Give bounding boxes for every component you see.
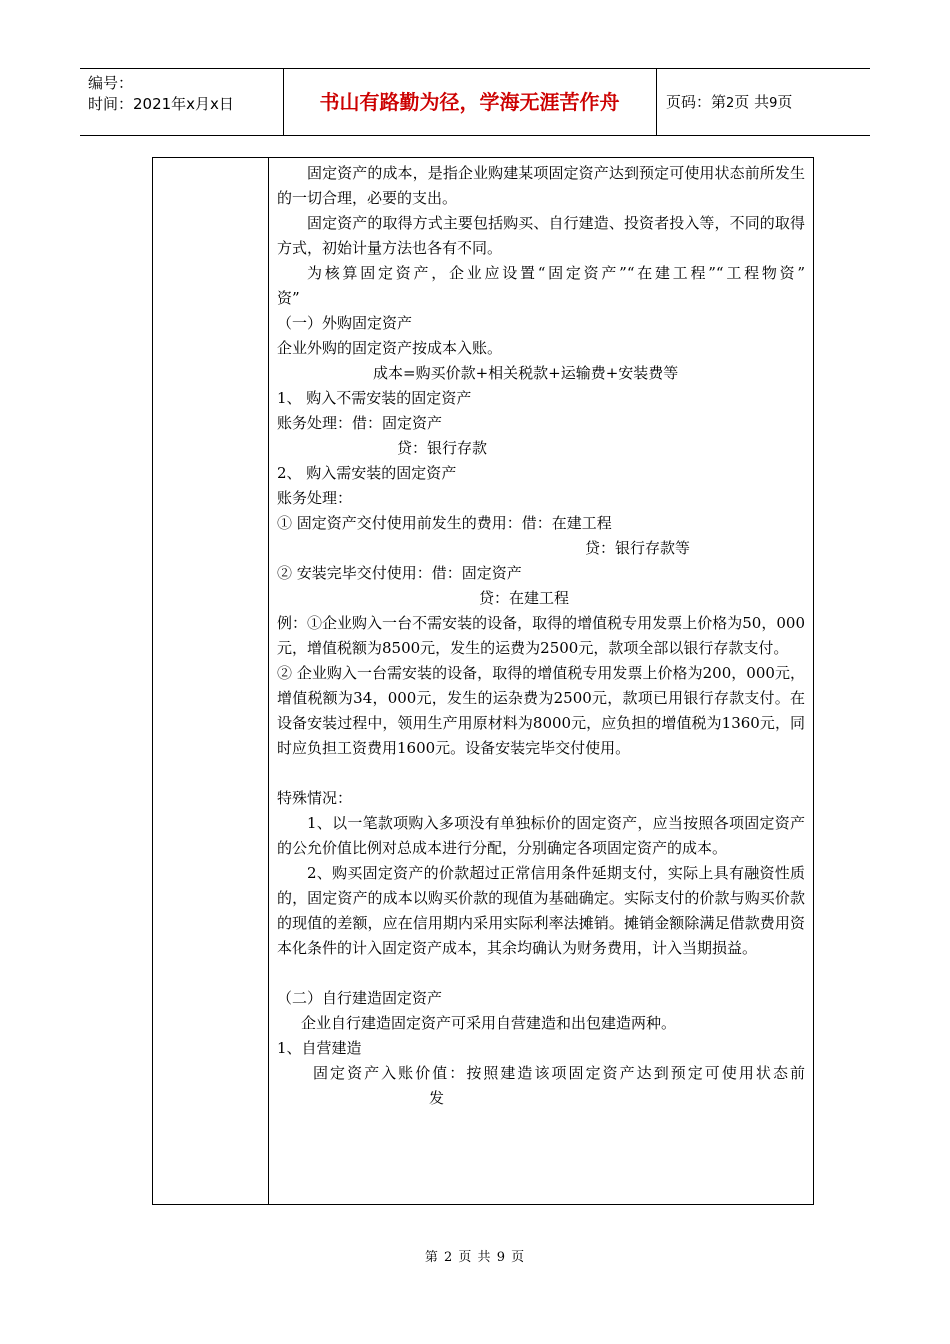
self-built-item-1: 1、自营建造 bbox=[277, 1039, 362, 1057]
header-motto: 书山有路勤为径，学海无涯苦作舟 bbox=[319, 90, 620, 114]
item-no-install-debit: 账务处理：借：固定资产 bbox=[277, 414, 443, 432]
page-header bbox=[80, 68, 870, 136]
header-divider-right bbox=[656, 69, 657, 135]
item-no-install-title: 1、 购入不需安装的固定资产 bbox=[277, 389, 472, 407]
special-case-2: 2、购买固定资产的价款超过正常信用条件延期支付，实际上具有融资性质的，固定资产的成本以购买价款的现值为基础确定。实际支付的价款与购买价款的现值的差额，应在信用期内采用实际利率法摊销。摊销金额除满足借款费用资本化条件的计入固定资产成本，其余均确认为财务费用，计入当期损益。 bbox=[277, 864, 805, 957]
item-no-install-credit: 贷：银行存款 bbox=[397, 439, 488, 457]
self-built-value-tail: 发 bbox=[429, 1089, 445, 1107]
document-number-label: 编号： bbox=[88, 74, 134, 92]
example-1: 例：①企业购入一台不需安装的设备，取得的增值税专用发票上价格为50，000元，增值税额为8500元，发生的运费为2500元，款项全部以银行存款支付。 bbox=[277, 614, 805, 657]
cost-formula: 成本=购买价款+相关税款+运输费+安装费等 bbox=[373, 364, 679, 382]
item-install-a-credit: 贷：银行存款等 bbox=[585, 539, 691, 557]
content-cell bbox=[277, 161, 805, 1111]
special-cases-title: 特殊情况： bbox=[277, 789, 353, 807]
item-install-b-debit: ② 安装完毕交付使用：借：固定资产 bbox=[277, 564, 522, 582]
self-built-value-line: 固定资产入账价值：按照建造该项固定资产达到预定可使用状态前 bbox=[313, 1064, 805, 1082]
header-meta bbox=[88, 73, 234, 115]
page-total: 9 bbox=[769, 96, 778, 111]
paragraph-accounts-setup: 为核算固定资产，企业应设置“固定资产”“在建工程”“工程物资” bbox=[307, 264, 805, 282]
paragraph-acquisition-methods: 固定资产的取得方式主要包括购买、自行建造、投资者投入等，不同的取得方式，初始计量方法也各有不同。 bbox=[277, 214, 805, 257]
section-title-purchased: （一）外购固定资产 bbox=[277, 314, 413, 332]
content-table bbox=[152, 157, 814, 1205]
section-intro-self-built: 企业自行建造固定资产可采用自营建造和出包建造两种。 bbox=[301, 1014, 677, 1032]
header-page-info bbox=[666, 69, 792, 135]
page-mid: 页 共 bbox=[734, 93, 770, 111]
table-column-divider bbox=[268, 158, 269, 1204]
item-install-b-credit: 贷：在建工程 bbox=[479, 589, 570, 607]
section-title-self-built: （二）自行建造固定资产 bbox=[277, 989, 443, 1007]
paragraph-cost-definition: 固定资产的成本，是指企业购建某项固定资产达到预定可使用状态前所发生的一切合理，必要的支出。 bbox=[277, 164, 805, 207]
page-current: 2 bbox=[726, 96, 735, 111]
paragraph-accounts-tail: 资” bbox=[277, 289, 300, 307]
page-prefix: 页码：第 bbox=[666, 93, 727, 111]
section-intro-purchased: 企业外购的固定资产按成本入账。 bbox=[277, 339, 503, 357]
blank-line bbox=[277, 761, 805, 786]
item-install-title: 2、 购入需安装的固定资产 bbox=[277, 464, 457, 482]
document-time: 时间：2021年x月x日 bbox=[88, 95, 234, 113]
item-install-label: 账务处理： bbox=[277, 489, 353, 507]
page-footer: 第 2 页 共 9 页 bbox=[424, 1250, 526, 1265]
example-2: ② 企业购入一台需安装的设备，取得的增值税专用发票上价格为200，000元，增值税额为34，000元，发生的运杂费为2500元，款项已用银行存款支付。在设备安装过程中，领用生产用原材料为8000元，应负担的增值税为1360元，同时应负担工资费用1600元。设备安装完毕交付使用。 bbox=[277, 664, 805, 757]
page-suffix: 页 bbox=[777, 93, 793, 111]
special-case-1: 1、以一笔款项购入多项没有单独标价的固定资产，应当按照各项固定资产的公允价值比例对总成本进行分配，分别确定各项固定资产的成本。 bbox=[277, 814, 805, 857]
item-install-a-debit: ① 固定资产交付使用前发生的费用：借：在建工程 bbox=[277, 514, 612, 532]
blank-line bbox=[277, 961, 805, 986]
